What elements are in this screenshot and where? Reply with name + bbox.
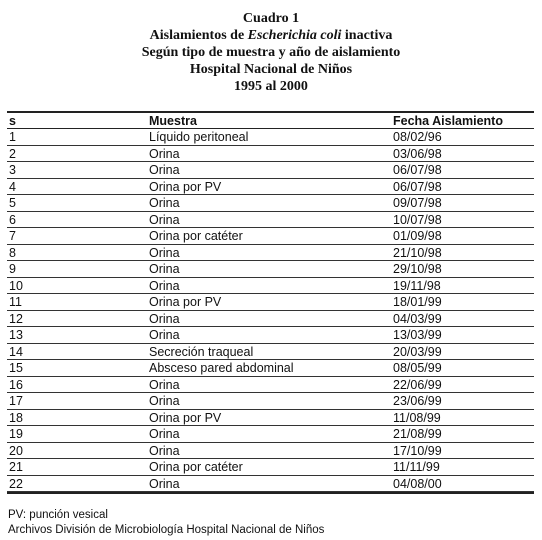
row-sample: Orina xyxy=(149,328,180,342)
row-sample: Orina xyxy=(149,311,180,326)
row-date: 10/07/98 xyxy=(393,212,442,227)
table-row xyxy=(7,129,534,146)
row-number: 20 xyxy=(9,443,23,458)
row-sample: Orina xyxy=(149,377,180,392)
row-number: 12 xyxy=(9,311,23,326)
table-row xyxy=(7,195,534,212)
table-row xyxy=(7,393,534,410)
row-sample: Orina por catéter xyxy=(149,460,243,474)
row-date: 21/08/99 xyxy=(393,427,442,441)
row-sample: Orina xyxy=(149,443,180,458)
row-date: 17/10/99 xyxy=(393,443,442,458)
table-row xyxy=(7,261,534,278)
header-number: s xyxy=(9,114,16,128)
row-date: 08/02/96 xyxy=(393,130,442,144)
row-sample: Orina xyxy=(149,212,180,227)
table-row xyxy=(7,377,534,394)
row-sample: Orina xyxy=(149,196,180,210)
row-sample: Orina por catéter xyxy=(149,229,243,243)
row-date: 13/03/99 xyxy=(393,328,442,342)
row-date: 11/11/99 xyxy=(393,460,440,474)
header-sample: Muestra xyxy=(149,114,197,128)
row-number: 6 xyxy=(9,212,16,227)
table-row xyxy=(7,410,534,427)
row-date: 08/05/99 xyxy=(393,361,442,375)
table-row xyxy=(7,228,534,245)
table-caption-institution: Hospital Nacional de Niños xyxy=(189,62,353,77)
caption-suffix: inactiva xyxy=(341,28,393,43)
row-sample: Orina xyxy=(149,394,180,408)
row-number: 22 xyxy=(9,476,23,491)
row-sample: Orina xyxy=(149,146,180,161)
row-number: 4 xyxy=(9,179,16,194)
table-row xyxy=(7,360,534,377)
row-date: 04/03/99 xyxy=(393,311,442,326)
table-row xyxy=(7,212,534,229)
table-body xyxy=(7,129,534,492)
row-number: 21 xyxy=(9,460,23,474)
row-number: 2 xyxy=(9,146,16,161)
row-sample: Orina xyxy=(149,427,180,441)
row-sample: Orina por PV xyxy=(149,295,222,309)
row-date: 22/06/99 xyxy=(393,377,442,392)
row-number: 17 xyxy=(9,394,23,408)
row-date: 01/09/98 xyxy=(393,229,442,243)
row-number: 8 xyxy=(9,245,16,260)
row-sample: Absceso pared abdominal xyxy=(149,361,294,375)
table-row xyxy=(7,146,534,163)
table-row xyxy=(7,278,534,295)
row-number: 1 xyxy=(9,130,16,144)
table-row xyxy=(7,245,534,262)
table-row xyxy=(7,426,534,443)
row-number: 16 xyxy=(9,377,23,392)
table-row xyxy=(7,459,534,476)
row-number: 5 xyxy=(9,196,16,210)
table-caption-title xyxy=(0,28,542,44)
row-number: 7 xyxy=(9,229,16,243)
table-row xyxy=(7,311,534,328)
row-sample: Orina xyxy=(149,278,180,293)
table-row xyxy=(7,476,534,493)
footnote-pv: PV: punción vesical xyxy=(8,509,108,521)
row-sample: Orina xyxy=(149,163,180,177)
table-row xyxy=(7,327,534,344)
row-number: 19 xyxy=(9,427,23,441)
footnote-source: Archivos División de Microbiología Hospital Nacional de Niños xyxy=(8,524,325,536)
row-date: 03/06/98 xyxy=(393,146,442,161)
row-date: 09/07/98 xyxy=(393,196,442,210)
isolates-table xyxy=(7,111,534,494)
row-number: 15 xyxy=(9,361,23,375)
row-date: 11/08/99 xyxy=(393,410,441,425)
row-sample: Orina xyxy=(149,245,180,260)
row-sample: Orina xyxy=(149,262,180,276)
row-sample: Líquido peritoneal xyxy=(149,130,249,144)
table-row xyxy=(7,162,534,179)
row-number: 13 xyxy=(9,328,23,342)
table-caption-number: Cuadro 1 xyxy=(242,11,300,26)
caption-organism: Escherichia coli xyxy=(247,28,342,43)
row-number: 14 xyxy=(9,344,23,359)
table-row xyxy=(7,294,534,311)
caption-prefix: Aislamientos de xyxy=(149,28,248,43)
row-date: 19/11/98 xyxy=(393,278,441,293)
row-number: 10 xyxy=(9,278,23,293)
table-row xyxy=(7,179,534,196)
row-date: 06/07/98 xyxy=(393,163,442,177)
table-row xyxy=(7,443,534,460)
table-caption-subtitle: Según tipo de muestra y año de aislamiento xyxy=(141,45,401,60)
row-date: 23/06/99 xyxy=(393,394,442,408)
header-date: Fecha Aislamiento xyxy=(393,114,503,128)
row-date: 04/08/00 xyxy=(393,476,442,491)
table-header-row xyxy=(7,113,534,129)
row-number: 3 xyxy=(9,163,16,177)
row-sample: Orina xyxy=(149,476,180,491)
row-date: 06/07/98 xyxy=(393,179,442,194)
row-number: 9 xyxy=(9,262,16,276)
row-date: 21/10/98 xyxy=(393,245,442,260)
table-row xyxy=(7,344,534,361)
row-date: 20/03/99 xyxy=(393,344,442,359)
row-sample: Orina por PV xyxy=(149,410,222,425)
table-caption-period: 1995 al 2000 xyxy=(234,79,308,94)
row-sample: Secreción traqueal xyxy=(149,344,254,359)
row-sample: Orina por PV xyxy=(149,179,222,194)
row-number: 11 xyxy=(9,295,22,309)
row-date: 18/01/99 xyxy=(393,295,442,309)
row-date: 29/10/98 xyxy=(393,262,442,276)
bottom-rule xyxy=(7,492,534,494)
row-number: 18 xyxy=(9,410,23,425)
